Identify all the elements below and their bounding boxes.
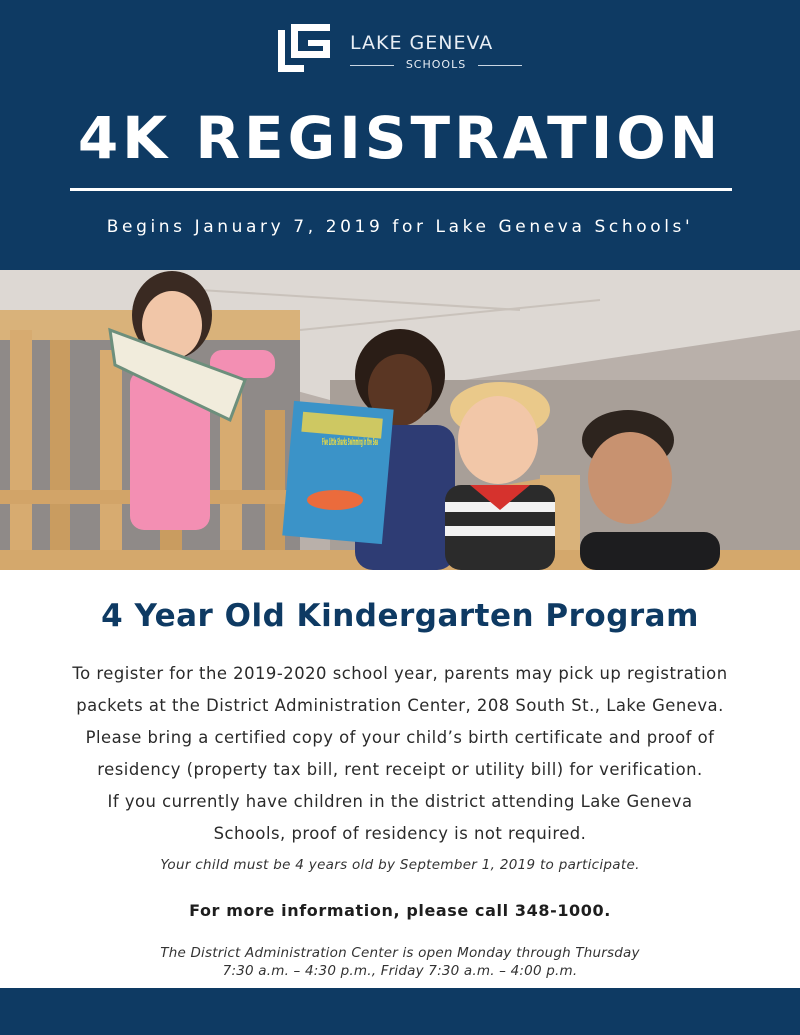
program-title: 4 Year Old Kindergarten Program (101, 598, 699, 634)
hours-line: 7:30 a.m. – 4:30 p.m., Friday 7:30 a.m. – 4:00 p.m. (222, 963, 578, 979)
logo-subtitle: SCHOOLS (405, 58, 467, 71)
book-title: Five Little Sharks Swimming in the Sea (322, 437, 378, 448)
children-illustration (0, 270, 800, 570)
details-line: Schools, proof of residency is not required. (213, 824, 587, 843)
header-banner (0, 0, 800, 270)
details-line: If you currently have children in the district attending Lake Geneva (107, 792, 693, 811)
details-line: residency (property tax bill, rent receipt or utility bill) for verification. (97, 760, 703, 779)
page-subtitle: Begins January 7, 2019 for Lake Geneva Schools' (106, 217, 694, 237)
details-line: To register for the 2019-2020 school year, parents may pick up registration (72, 664, 728, 683)
office-hours (0, 944, 800, 980)
details-line: Please bring a certified copy of your child’s birth certificate and proof of (85, 728, 715, 747)
title-divider (70, 188, 732, 191)
district-logo (278, 24, 528, 76)
lg-logo-icon (278, 24, 330, 72)
logo-divider-right (478, 65, 522, 66)
page-title: 4K REGISTRATION (77, 104, 723, 172)
footer-bar (0, 988, 800, 1035)
registration-details (30, 658, 770, 850)
age-requirement-note: Your child must be 4 years old by September 1, 2019 to participate. (160, 857, 640, 873)
contact-info: For more information, please call 348-1000. (189, 901, 611, 920)
details-line: packets at the District Administration Center, 208 South St., Lake Geneva. (76, 696, 724, 715)
children-photo (0, 270, 800, 570)
logo-name: LAKE GENEVA (350, 32, 494, 54)
hours-line: The District Administration Center is open Monday through Thursday (160, 945, 640, 961)
logo-subtitle-row (350, 58, 522, 72)
